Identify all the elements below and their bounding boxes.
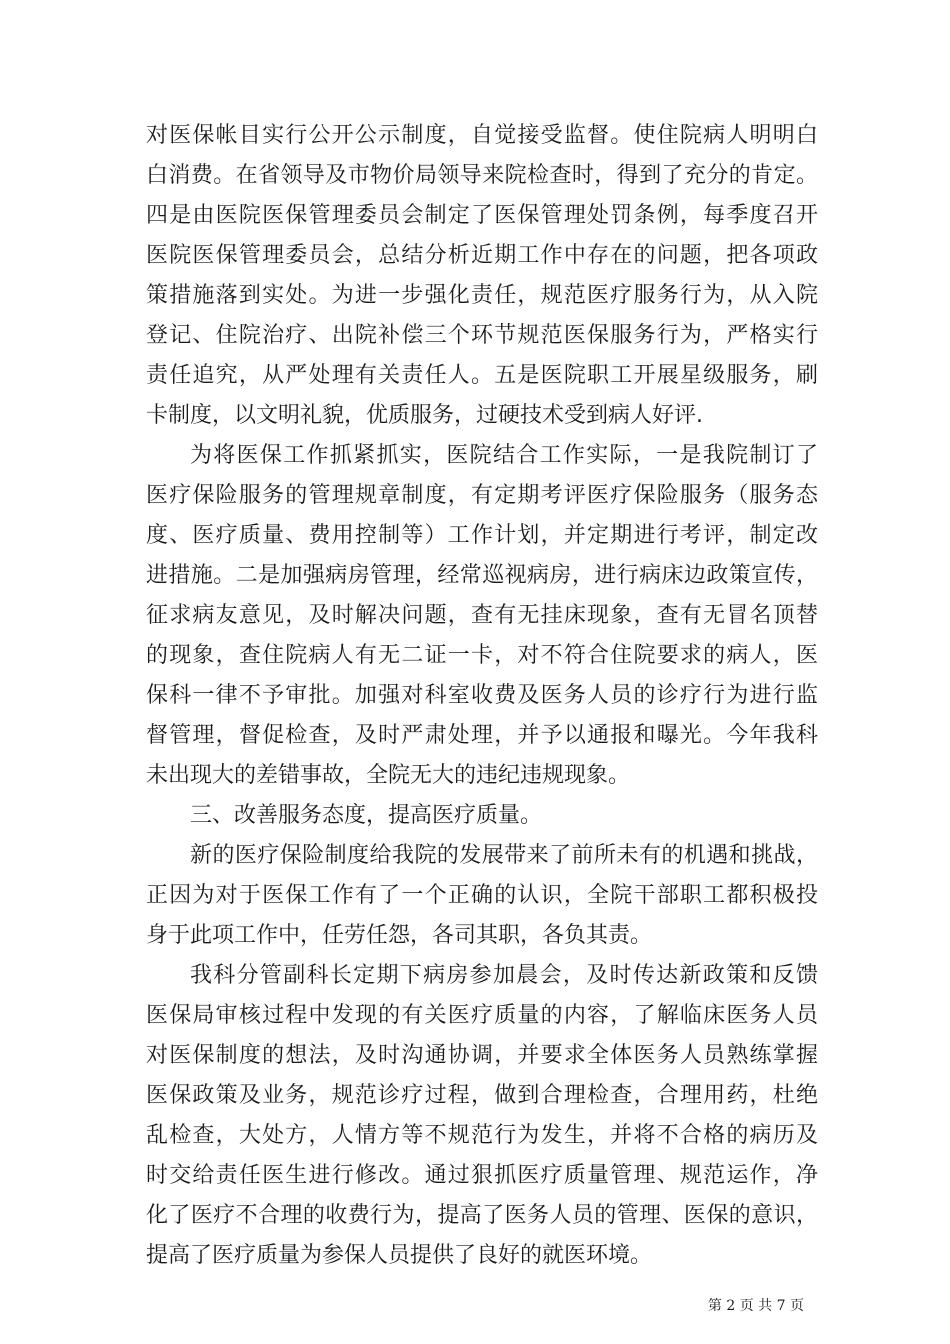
text-line: 医院医保管理委员会，总结分析近期工作中存在的问题，把各项政 (146, 243, 818, 268)
text-line: 乱检查，大处方，人情方等不规范行为发生，并将不合格的病历及 (146, 1123, 818, 1148)
text-line: 保科一律不予审批。加强对科室收费及医务人员的诊疗行为进行监 (146, 683, 818, 708)
paragraph-first-line: 为将医保工作抓紧抓实，医院结合工作实际，一是我院制订了 (190, 443, 818, 468)
page-number-footer: 第 2 页 共 7 页 (707, 1298, 804, 1314)
text-line: 对医保帐目实行公开公示制度，自觉接受监督。使住院病人明明白 (146, 123, 818, 148)
text-line: 登记、住院治疗、出院补偿三个环节规范医保服务行为，严格实行 (146, 323, 818, 348)
text-line: 责任追究，从严处理有关责任人。五是医院职工开展星级服务，刷 (146, 363, 818, 388)
text-line: 征求病友意见，及时解决问题，查有无挂床现象，查有无冒名顶替 (146, 603, 818, 628)
text-line: 身于此项工作中，任劳任怨，各司其职，各负其责。 (146, 923, 653, 948)
text-line: 卡制度，以文明礼貌，优质服务，过硬技术受到病人好评. (146, 403, 703, 428)
text-line: 正因为对于医保工作有了一个正确的认识，全院干部职工都积极投 (146, 883, 818, 908)
text-line: 的现象，查住院病人有无二证一卡，对不符合住院要求的病人，医 (146, 643, 818, 668)
paragraph-first-line: 我科分管副科长定期下病房参加晨会，及时传达新政策和反馈 (190, 963, 818, 988)
text-line: 医保局审核过程中发现的有关医疗质量的内容，了解临床医务人员 (146, 1003, 818, 1028)
paragraph-first-line: 新的医疗保险制度给我院的发展带来了前所未有的机遇和挑战， (190, 843, 818, 868)
text-line: 白消费。在省领导及市物价局领导来院检查时，得到了充分的肯定。 (146, 163, 818, 188)
text-line: 进措施。二是加强病房管理，经常巡视病房，进行病床边政策宣传， (146, 563, 818, 588)
text-line: 医保政策及业务，规范诊疗过程，做到合理检查，合理用药，杜绝 (146, 1083, 818, 1108)
text-line: 未出现大的差错事故，全院无大的违纪违规现象。 (146, 763, 631, 788)
document-body (146, 116, 818, 1276)
text-line: 督管理，督促检查，及时严肃处理，并予以通报和曝光。今年我科 (146, 723, 818, 748)
section-heading: 三、改善服务态度，提高医疗质量。 (190, 803, 543, 828)
text-line: 度、医疗质量、费用控制等）工作计划，并定期进行考评，制定改 (146, 523, 818, 548)
text-line: 策措施落到实处。为进一步强化责任，规范医疗服务行为，从入院 (146, 283, 818, 308)
text-line: 时交给责任医生进行修改。通过狠抓医疗质量管理、规范运作，净 (146, 1163, 818, 1188)
text-line: 对医保制度的想法，及时沟通协调，并要求全体医务人员熟练掌握 (146, 1043, 818, 1068)
text-line: 提高了医疗质量为参保人员提供了良好的就医环境。 (146, 1243, 653, 1268)
text-line: 四是由医院医保管理委员会制定了医保管理处罚条例，每季度召开 (146, 203, 818, 228)
text-line: 医疗保险服务的管理规章制度，有定期考评医疗保险服务（服务态 (146, 483, 818, 508)
text-line: 化了医疗不合理的收费行为，提高了医务人员的管理、医保的意识， (146, 1203, 818, 1228)
